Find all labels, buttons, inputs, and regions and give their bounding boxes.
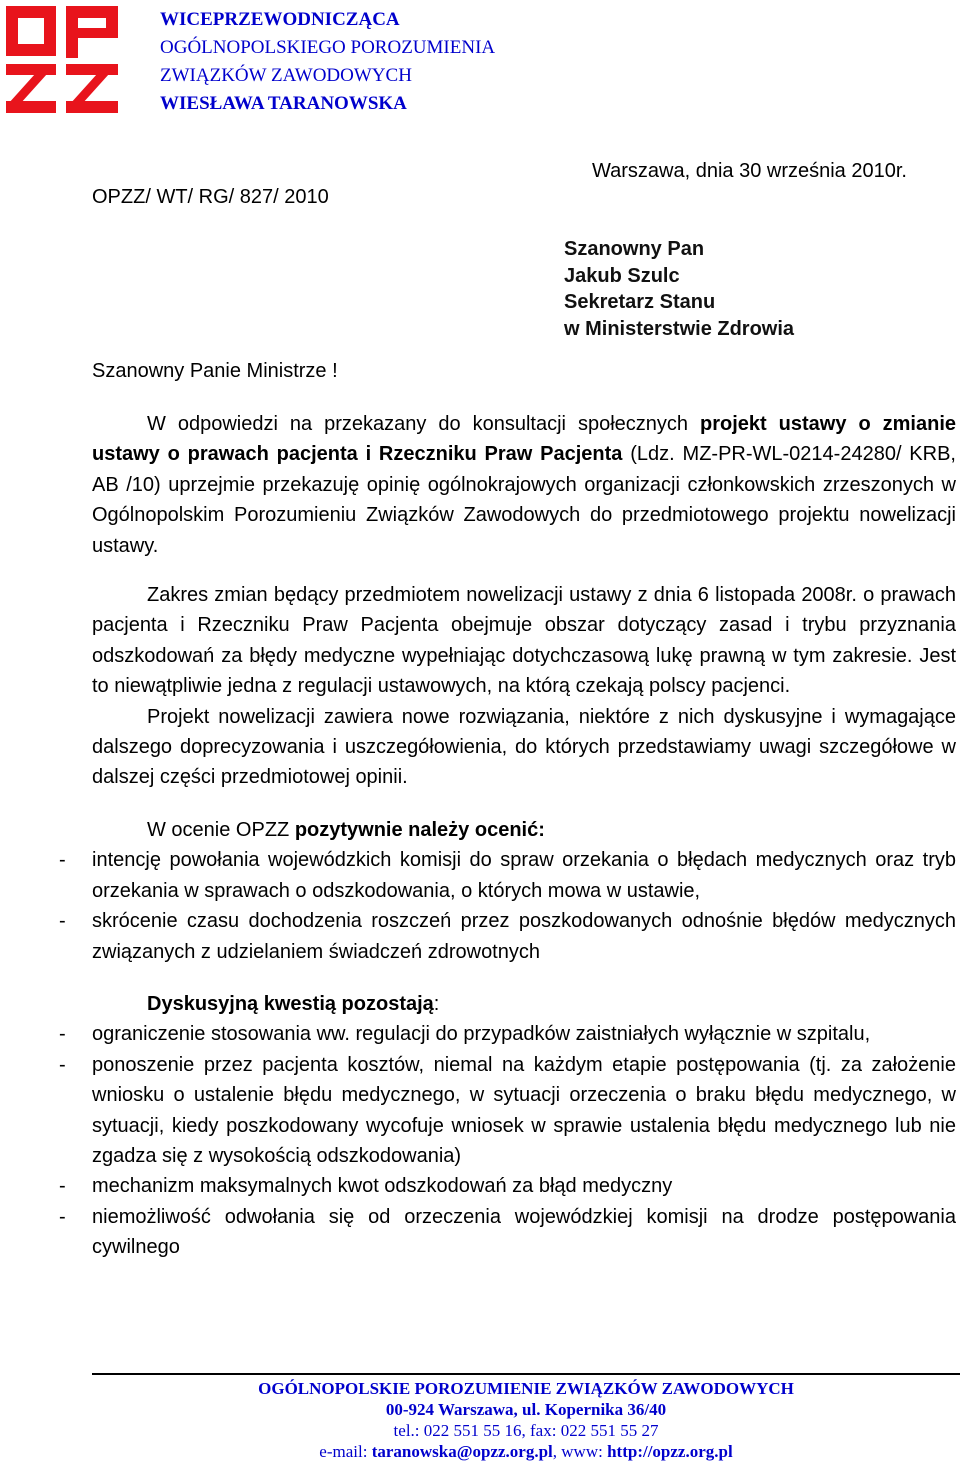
positive-list [92, 845, 956, 967]
recipient-block [564, 236, 794, 342]
opzz-logo [4, 4, 122, 116]
letterhead-title: WICEPRZEWODNICZĄCA [160, 9, 400, 30]
salutation: Szanowny Panie Ministrze ! [92, 360, 338, 382]
letterhead-name: WIESŁAWA TARANOWSKA [160, 93, 407, 114]
footer-divider [92, 1373, 960, 1375]
list-item: - intencję powołania wojewódzkich komisji do spraw orzekania o błędach medycznych oraz tryb orzekania w sprawach o odszkodowania, o których mowa w ustawie, [92, 845, 956, 906]
recipient-line: Szanowny Pan [564, 238, 705, 260]
list-item: - skrócenie czasu dochodzenia roszczeń przez poszkodowanych odnośnie błędów medycznych związanych z udzielaniem świadczeń zdrowotnych [92, 906, 956, 967]
intro-text-cont: (Ldz. MZ-PR-WL-0214-24280/ KRB, AB /10) uprzejmie przekazuję opinię ogólnokrajowych organizacji członkowskich zrzeszonych w Ogólnopolskim Porozumieniu Związków Zawodowych do przedmiotowego projektu nowelizacji ustawy. [92, 443, 956, 557]
www-label: , www: [552, 1442, 608, 1461]
email-link[interactable]: taranowska@opzz.org.pl [371, 1442, 553, 1461]
debatable-bold: Dyskusyjną kwestią pozostają [147, 992, 434, 1015]
website-link[interactable]: http://opzz.org.pl [607, 1442, 733, 1461]
positive-bold: pozytywnie należy ocenić: [294, 818, 545, 841]
positive-lead: W ocenie OPZZ [147, 818, 295, 841]
recipient-name: Jakub Szulc [564, 264, 680, 287]
debatable-heading [92, 989, 956, 1019]
letterhead [160, 6, 495, 118]
paragraph-scope: Zakres zmian będący przedmiotem nowelizacji ustawy z dnia 6 listopada 2008r. o prawach pacjenta i Rzeczniku Praw Pacjenta obejmuje obszar dotyczący zasad i trybu przyznania odszkodowań za błędy medyczne wypełniając dotychczasową lukę prawną w tym zakresie. Jest to niewątpliwie jedna z regulacji ustawowych, na którą czekają polscy pacjenci. [92, 584, 956, 698]
paragraph-intro [92, 409, 956, 561]
recipient-title: Sekretarz Stanu [564, 291, 716, 313]
letter-date: Warszawa, dnia 30 września 2010r. [592, 160, 907, 182]
list-item: - ograniczenie stosowania ww. regulacji do przypadków zaistniałych wyłącznie w szpitalu, [92, 1019, 956, 1049]
list-item: - niemożliwość odwołania się od orzeczenia wojewódzkiej komisji na drodze postępowania cywilnego [92, 1202, 956, 1263]
list-item: - mechanizm maksymalnych kwot odszkodowań za błąd medyczny [92, 1171, 956, 1201]
reference-number: OPZZ/ WT/ RG/ 827/ 2010 [92, 186, 329, 208]
footer-phone: tel.: 022 551 55 16, fax: 022 551 55 27 [393, 1421, 659, 1440]
footer-contact [92, 1441, 960, 1462]
letterhead-org-line: OGÓLNOPOLSKIEGO POROZUMIENIA [160, 37, 496, 58]
positive-heading [92, 815, 956, 845]
debatable-list [92, 1019, 956, 1262]
footer [92, 1378, 960, 1462]
letterhead-org-line: ZWIĄZKÓW ZAWODOWYCH [160, 65, 412, 86]
letter-body [92, 409, 956, 1263]
bill-title: projekt ustawy o zmianie ustawy o prawach pacjenta i Rzeczniku Praw Pacjenta [92, 413, 956, 466]
email-label: e-mail: [319, 1442, 372, 1461]
footer-address: 00-924 Warszawa, ul. Kopernika 36/40 [385, 1400, 667, 1419]
debatable-colon: : [433, 992, 440, 1015]
paragraph-project: Projekt nowelizacji zawiera nowe rozwiązania, niektóre z nich dyskusyjne i wymagające dalszego doprecyzowania i uszczegółowienia, do których przedstawiamy uwagi szczegółowe w dalszej części przedmiotowej opinii. [92, 705, 956, 789]
recipient-ministry: w Ministerstwie Zdrowia [564, 317, 795, 340]
list-item: - ponoszenie przez pacjenta kosztów, niemal na każdym etapie postępowania (tj. za założenie wniosku o ustalenie błędu medycznego, w sytuacji orzeczenia o braku błędu medycznego, w sytuacji, kiedy poszkodowany wycofuje wniosek w sprawie ustalenia błędu medycznego lub nie zgadza się z wysokością odszkodowania) [92, 1050, 956, 1172]
intro-text: W odpowiedzi na przekazany do konsultacji społecznych [147, 413, 700, 435]
footer-org: OGÓLNOPOLSKIE POROZUMIENIE ZWIĄZKÓW ZAWODOWYCH [258, 1379, 794, 1398]
